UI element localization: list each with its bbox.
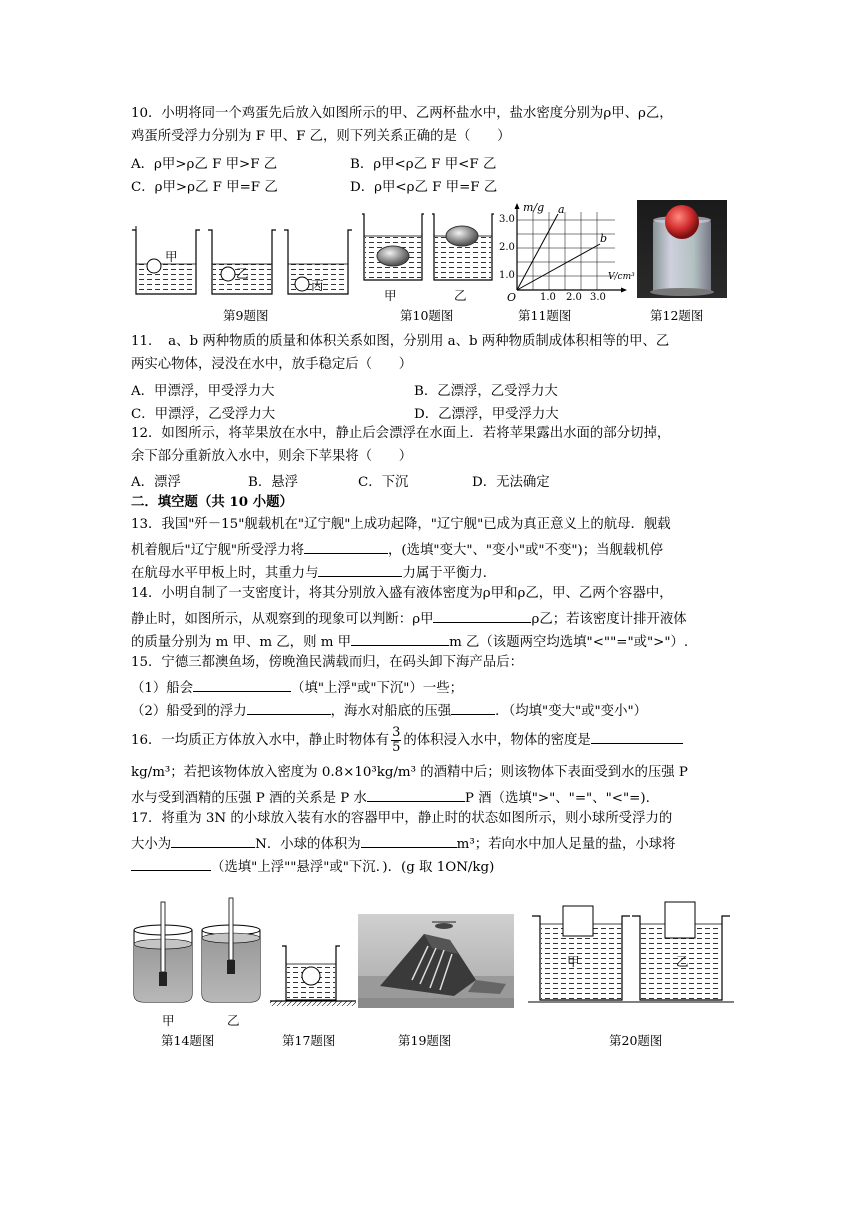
q10-line2: 鸡蛋所受浮力分别为 F 甲、F 乙，则下列关系正确的是（ ） xyxy=(131,129,511,144)
q16-fraction-denominator: 5 xyxy=(392,740,401,755)
fig10-label-jia: 甲 xyxy=(384,288,397,303)
fig11-caption: 第11题图 xyxy=(518,308,572,323)
q14-text-2a: 静止时，如图所示，从观察到的现象可以判断：ρ甲 xyxy=(131,612,434,627)
q13-text-3a: 在航母水平甲板上时，其重力与 xyxy=(131,566,319,581)
fig11-xlabel: V/cm³ xyxy=(608,272,635,282)
q11-option-c: C．甲漂浮，乙受浮力大 xyxy=(131,407,276,422)
fig10-beakers xyxy=(360,210,500,290)
fig11-label-a: a xyxy=(558,203,565,216)
q16-line3 xyxy=(131,787,650,808)
q17-text-2a: 大小为 xyxy=(131,837,172,852)
fig11-xtick-2: 2.0 xyxy=(566,292,582,303)
fig11-origin: O xyxy=(507,291,517,304)
q16-text-3b: P 酒（选填">"、"="、"<"=). xyxy=(464,791,650,806)
fig19-caption: 第19题图 xyxy=(398,1033,452,1048)
fig20-beakers xyxy=(528,896,734,1008)
q12-option-c: C．下沉 xyxy=(358,475,409,490)
fig9-label-yi: 乙 xyxy=(236,266,249,281)
q17-blank-1[interactable] xyxy=(171,833,255,848)
fig20-label-yi: 乙 xyxy=(676,954,689,969)
fig11-ytick-1: 1.0 xyxy=(499,270,515,281)
q10-option-b: B．ρ甲<ρ乙 F 甲<F 乙 xyxy=(350,157,497,172)
q11-option-d: D．乙漂浮，甲受浮力大 xyxy=(414,407,559,422)
fig14-label-jia: 甲 xyxy=(162,1013,175,1028)
fig14-hydrometers xyxy=(130,898,270,1008)
q10-line1: 10．小明将同一个鸡蛋先后放入如图所示的甲、乙两杯盐水中，盐水密度分别为ρ甲、ρ乙， xyxy=(131,106,673,121)
fig12-caption: 第12题图 xyxy=(650,308,704,323)
q10-option-c: C．ρ甲>ρ乙 F 甲=F 乙 xyxy=(131,180,278,195)
q12-option-b: B．悬浮 xyxy=(248,475,299,490)
fig11-ytick-3: 3.0 xyxy=(499,214,515,225)
q15-text-2b: （填"上浮"或"下沉"）一些； xyxy=(291,681,464,696)
fig11-xtick-3: 3.0 xyxy=(590,292,606,303)
fig20-caption: 第20题图 xyxy=(609,1033,663,1048)
q16-text-3a: 水与受到酒精的压强 P 酒的关系是 P 水 xyxy=(131,791,367,806)
fig14-label-yi: 乙 xyxy=(227,1013,240,1028)
fig10-label-yi: 乙 xyxy=(454,288,467,303)
fig19-ship-photo xyxy=(358,914,514,1008)
q13-blank-2[interactable] xyxy=(318,562,402,577)
q17-text-2b: N．小球的体积为 xyxy=(255,837,361,852)
q15-text-3a: （2）船受到的浮力 xyxy=(131,704,247,719)
q17-blank-2[interactable] xyxy=(361,833,457,848)
q15-blank-1[interactable] xyxy=(193,677,291,692)
q14-line3 xyxy=(131,631,688,652)
fig9-label-bing: 丙 xyxy=(311,278,324,293)
q17-text-2c: m³；若向水中加人足量的盐，小球将 xyxy=(456,837,676,852)
fig12-apple-photo xyxy=(637,200,727,298)
q17-line1: 17．将重为 3N 的小球放入装有水的容器甲中，静止时的状态如图所示，则小球所受浮力的 xyxy=(131,811,673,826)
q17-blank-3[interactable] xyxy=(131,856,211,871)
q16-fraction-numerator: 3 xyxy=(392,725,401,740)
q15-line2 xyxy=(131,677,463,698)
fig9-label-jia: 甲 xyxy=(165,249,178,264)
q12-option-d: D．无法确定 xyxy=(472,475,550,490)
q14-blank-2[interactable] xyxy=(351,631,449,646)
q15-blank-3[interactable] xyxy=(451,700,495,715)
q15-blank-2[interactable] xyxy=(247,700,331,715)
fig11-label-b: b xyxy=(600,232,608,245)
q17-line2 xyxy=(131,833,676,854)
q14-blank-1[interactable] xyxy=(433,608,531,623)
q15-text-3c: ．（均填"变大"或"变小"） xyxy=(495,704,648,719)
fig10-caption: 第10题图 xyxy=(400,308,454,323)
q15-text-2a: （1）船会 xyxy=(131,681,194,696)
q12-line2: 余下部分重新放入水中，则余下苹果将（ ） xyxy=(131,449,413,464)
q13-text-2a: 机着舰后"辽宁舰"所受浮力将 xyxy=(131,543,305,558)
q14-line2 xyxy=(131,608,687,629)
q14-line1: 14．小明自制了一支密度计，将其分别放入盛有液体密度为ρ甲和ρ乙，甲、乙两个容器中， xyxy=(131,586,673,601)
q11-line1: 11． a、b 两种物质的质量和体积关系如图，分别用 a、b 两种物质制成体积相等的甲、乙 xyxy=(131,334,670,349)
section-fill-in-heading: 二．填空题（共 10 小题） xyxy=(131,494,293,510)
q13-blank-1[interactable] xyxy=(304,539,388,554)
q13-line3 xyxy=(131,562,496,583)
fig20-label-jia: 甲 xyxy=(567,954,580,969)
fig11-xtick-1: 1.0 xyxy=(540,292,556,303)
q11-option-b: B．乙漂浮，乙受浮力大 xyxy=(414,384,558,399)
q12-option-a: A．漂浮 xyxy=(131,475,181,490)
q13-text-2b: ，(选填"变大"、"变小"或"不变")；当舰载机停 xyxy=(388,543,664,558)
q16-text-1b: 的体积浸入水中，物体的密度是 xyxy=(403,733,591,748)
q16-text-1a: 16．一均质正方体放入水中，静止时物体有 xyxy=(131,733,390,748)
q14-text-3a: 的质量分别为 m 甲、m 乙，则 m 甲 xyxy=(131,635,352,650)
q16-line2: kg/m³；若把该物体放入密度为 0.8×10³kg/m³ 的酒精中后；则该物体下表面受到水的压强 P xyxy=(131,765,688,780)
q17-text-3b: （选填"上浮""悬浮"或"下沉．)．(g 取 1ON/kg) xyxy=(211,860,495,875)
fig11-graph xyxy=(500,200,635,305)
q14-text-3b: m 乙（该题两空均选填"<""="或">"）. xyxy=(449,635,689,650)
fig11-ytick-2: 2.0 xyxy=(499,242,515,253)
q16-line1 xyxy=(131,723,683,759)
fig17-container xyxy=(268,940,358,1010)
fig14-caption: 第14题图 xyxy=(161,1033,215,1048)
q10-option-d: D．ρ甲<ρ乙 F 甲=F 乙 xyxy=(350,180,498,195)
q10-option-a: A．ρ甲>ρ乙 F 甲>F 乙 xyxy=(131,157,278,172)
q11-option-a: A．甲漂浮，甲受浮力大 xyxy=(131,384,275,399)
q16-fraction xyxy=(391,726,401,755)
q11-line2: 两实心物体，浸没在水中，放手稳定后（ ） xyxy=(131,357,413,372)
q12-line1: 12．如图所示，将苹果放在水中，静止后会漂浮在水面上．若将苹果露出水面的部分切掉， xyxy=(131,426,671,441)
fig11-ylabel: m/g xyxy=(523,201,545,214)
q13-text-3b: 力属于平衡力． xyxy=(402,566,497,581)
q14-text-2b: ρ乙；若该密度计排开液体 xyxy=(531,612,687,627)
q15-line3 xyxy=(131,700,647,721)
q16-blank-1[interactable] xyxy=(591,729,683,744)
fig9-caption: 第9题图 xyxy=(223,308,269,323)
fig17-caption: 第17题图 xyxy=(282,1033,336,1048)
q16-blank-2[interactable] xyxy=(367,787,465,802)
q13-line1: 13．我国"歼－15"舰载机在"辽宁舰"上成功起降，"辽宁舰"已成为真正意义上的航母．舰载 xyxy=(131,517,671,532)
q15-text-3b: ，海水对船底的压强 xyxy=(330,704,452,719)
q13-line2 xyxy=(131,539,663,560)
q17-line3 xyxy=(131,856,494,877)
q15-line1: 15．宁德三都澳鱼场，傍晚渔民满载而归，在码头卸下海产品后： xyxy=(131,655,523,670)
